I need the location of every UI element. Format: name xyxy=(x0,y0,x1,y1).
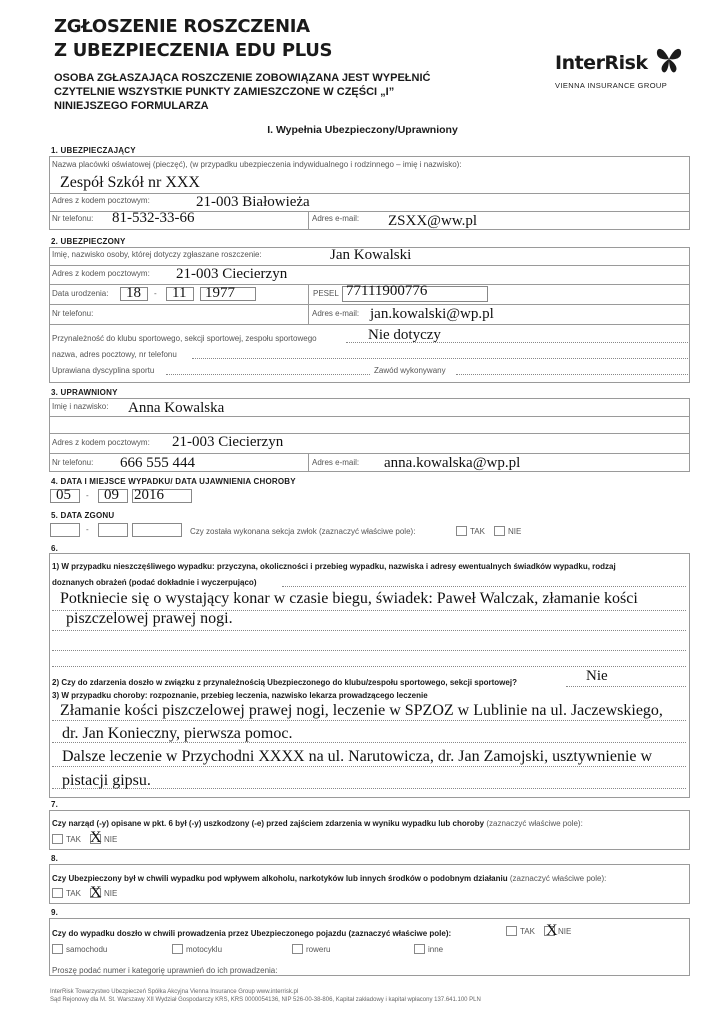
s9-other-label: inne xyxy=(428,945,444,954)
s5-year-box[interactable] xyxy=(132,523,182,537)
s9-other-checkbox[interactable] xyxy=(414,944,425,954)
s2-phone-label: Nr telefonu: xyxy=(52,309,94,318)
section-9-title: 9. xyxy=(51,908,59,917)
date-separator: - xyxy=(86,491,89,500)
instruction-line-2: CZYTELNIE WSZYSTKIE PUNKTY ZAMIESZCZONE W CZĘŚCI „I” xyxy=(54,86,395,98)
section-2-title: 2. UBEZPIECZONY xyxy=(51,237,126,246)
s9-no-label: NIE xyxy=(558,927,572,936)
s9-no-mark: X xyxy=(546,922,558,939)
section-8-title: 8. xyxy=(51,854,59,863)
s8-no-label: NIE xyxy=(104,889,118,898)
s3-name-label: Imię i nazwisko: xyxy=(52,402,109,411)
footer-line-1: InterRisk Towarzystwo Ubezpieczeń Spółka Akcyjna Vienna Insurance Group www.interrisk.pl xyxy=(50,989,299,995)
section-4-title: 4. DATA I MIEJSCE WYPADKU/ DATA UJAWNIENIA CHOROBY xyxy=(51,477,296,486)
s1-phone-label: Nr telefonu: xyxy=(52,214,94,223)
s6-q3: 3) W przypadku choroby: rozpoznanie, przebieg leczenia, nazwisko lekarza prowadzącego leczenie xyxy=(52,691,428,700)
date-separator-5: - xyxy=(86,525,89,534)
s6-a1-line-2[interactable]: piszczelowej prawej nogi. xyxy=(66,610,233,627)
section-7-title: 7. xyxy=(51,800,59,809)
s1-addr-label: Adres z kodem pocztowym: xyxy=(52,196,150,205)
part-title: I. Wypełnia Ubezpieczony/Uprawniony xyxy=(267,124,458,136)
section-7-box xyxy=(49,810,690,850)
s9-car-label: samochodu xyxy=(66,945,108,954)
s4-year: 2016 xyxy=(134,487,164,503)
s1-name-value[interactable]: Zespół Szkół nr XXX xyxy=(60,174,200,191)
s2-addr-value[interactable]: 21-003 Ciecierzyn xyxy=(176,266,288,282)
s6-q1-line-1: 1) W przypadku nieszczęśliwego wypadku: przyczyna, okoliczności i przebieg wypadku, nazwiska i adresy ewentualnych świadków wypadku, rodzaj xyxy=(52,562,616,571)
interrisk-logo xyxy=(555,44,685,94)
s2-dob-label: Data urodzenia: xyxy=(52,289,109,298)
answer-line xyxy=(52,630,686,631)
s9-license-label: Proszę podać numer i kategorię uprawnień do ich prowadzenia: xyxy=(52,966,278,975)
answer-line xyxy=(52,666,686,667)
s7-question xyxy=(52,819,583,828)
s6-a3-line-1[interactable]: Złamanie kości piszczelowej prawej nogi, leczenie w SPZOZ w Lublinie na ul. Jaczewskiego, xyxy=(60,702,663,719)
s1-addr-value[interactable]: 21-003 Białowieża xyxy=(196,194,310,210)
s6-a3-line-4[interactable]: pistacji gipsu. xyxy=(62,772,151,789)
s6-a2[interactable]: Nie xyxy=(586,668,608,684)
s6-q2: 2) Czy do zdarzenia doszło w związku z przynależnością Ubezpieczonego do klubu/zespołu sportowego, sekcji sportowej? xyxy=(52,678,517,687)
s8-yes-label: TAK xyxy=(66,889,81,898)
sport-line xyxy=(166,374,370,375)
s9-yes-label: TAK xyxy=(520,927,535,936)
form-title-line-2: Z UBEZPIECZENIA EDU PLUS xyxy=(54,40,333,61)
section-8-box xyxy=(49,864,690,904)
s7-yes-label: TAK xyxy=(66,835,81,844)
s9-bike-checkbox[interactable] xyxy=(292,944,303,954)
s8-question-text: Czy Ubezpieczony był w chwili wypadku pod wpływem alkoholu, narkotyków lub innych środków o podobnym działaniu xyxy=(52,874,508,883)
s1-phone-value[interactable]: 81-532-33-66 xyxy=(112,210,195,226)
s2-dob-year: 1977 xyxy=(205,285,235,301)
s2-name-label: Imię, nazwisko osoby, której dotyczy zgłaszane roszczenie: xyxy=(52,250,262,259)
job-line xyxy=(456,374,688,375)
s8-yes-checkbox[interactable] xyxy=(52,888,63,898)
s2-dob-month: 11 xyxy=(172,285,187,301)
dob-separator: - xyxy=(154,289,157,298)
s2-dob-day: 18 xyxy=(126,285,141,301)
footer-line-2: Sąd Rejonowy dla M. St. Warszawy XII Wydział Gospodarczy KRS, KRS 0000054136, NIP 526-00-38-806, Kapitał zakładowy i kapitał wpłacony 137.641.100 PLN xyxy=(50,997,481,1003)
s2-pesel-value: 77111900776 xyxy=(346,283,428,299)
s6-a1-line-1[interactable]: Potkniecie się o wystający konar w czasie biegu, świadek: Paweł Walczak, złamanie kości xyxy=(60,590,638,607)
s9-motorcycle-checkbox[interactable] xyxy=(172,944,183,954)
logo-name: InterRisk xyxy=(555,52,648,74)
logo-subtitle: VIENNA INSURANCE GROUP xyxy=(555,81,668,90)
instruction-line-3: NINIEJSZEGO FORMULARZA xyxy=(54,100,209,112)
section-1-title: 1. UBEZPIECZAJĄCY xyxy=(51,146,136,155)
s3-email-label: Adres e-mail: xyxy=(312,458,360,467)
s5-yes-checkbox[interactable] xyxy=(456,526,467,536)
s2-email-value[interactable]: jan.kowalski@wp.pl xyxy=(370,306,494,322)
s3-name-value[interactable]: Anna Kowalska xyxy=(128,400,225,416)
s2-name-value[interactable]: Jan Kowalski xyxy=(330,247,412,263)
s2-club-addr-label: nazwa, adres pocztowy, nr telefonu xyxy=(52,350,177,359)
s9-question: Czy do wypadku doszło w chwili prowadzenia przez Ubezpieczonego pojazdu (zaznaczyć właściwe pole): xyxy=(52,929,452,938)
section-5-title: 5. DATA ZGONU xyxy=(51,511,115,520)
s8-question xyxy=(52,874,606,883)
answer-line xyxy=(52,766,686,767)
s3-addr-label: Adres z kodem pocztowym: xyxy=(52,438,150,447)
q2-line xyxy=(566,686,686,687)
s9-car-checkbox[interactable] xyxy=(52,944,63,954)
s9-yes-checkbox[interactable] xyxy=(506,926,517,936)
s2-sport-label: Uprawiana dyscyplina sportu xyxy=(52,366,155,375)
answer-line xyxy=(52,720,686,721)
s5-no-checkbox[interactable] xyxy=(494,526,505,536)
s3-email-value[interactable]: anna.kowalska@wp.pl xyxy=(384,455,521,471)
s3-addr-value[interactable]: 21-003 Ciecierzyn xyxy=(172,434,284,450)
instruction-line-1: OSOBA ZGŁASZAJĄCA ROSZCZENIE ZOBOWIĄZANA JEST WYPEŁNIĆ xyxy=(54,72,431,84)
butterfly-icon xyxy=(655,44,683,74)
s1-email-label: Adres e-mail: xyxy=(312,214,360,223)
s5-day-box[interactable] xyxy=(50,523,80,537)
s8-no-mark: X xyxy=(90,884,102,901)
s8-question-note: (zaznaczyć właściwe pole): xyxy=(509,874,607,883)
section-3-title: 3. UPRAWNIONY xyxy=(51,388,118,397)
s2-addr-label: Adres z kodem pocztowym: xyxy=(52,269,150,278)
section-6-title: 6. xyxy=(51,544,59,553)
s7-yes-checkbox[interactable] xyxy=(52,834,63,844)
s4-month: 09 xyxy=(104,487,119,503)
s2-job-label: Zawód wykonywany xyxy=(374,366,446,375)
s2-club-value[interactable]: Nie dotyczy xyxy=(368,327,441,343)
s7-no-label: NIE xyxy=(104,835,118,844)
s5-yes-label: TAK xyxy=(470,527,485,536)
s4-day: 05 xyxy=(56,487,71,503)
s3-phone-label: Nr telefonu: xyxy=(52,458,94,467)
s5-no-label: NIE xyxy=(508,527,522,536)
s6-a3-line-2[interactable]: dr. Jan Konieczny, pierwsza pomoc. xyxy=(62,725,293,742)
s5-month-box[interactable] xyxy=(98,523,128,537)
s1-name-label: Nazwa placówki oświatowej (pieczęć), (w przypadku ubezpieczenia indywidualnego i rodzinnego – imię i nazwisko): xyxy=(52,160,462,169)
s2-club-label: Przynależność do klubu sportowego, sekcji sportowej, zespołu sportowego xyxy=(52,334,317,343)
s9-motorcycle-label: motocyklu xyxy=(186,945,223,954)
form-title-line-1: ZGŁOSZENIE ROSZCZENIA xyxy=(54,16,310,37)
s7-question-note: (zaznaczyć właściwe pole): xyxy=(486,819,583,828)
s1-email-value[interactable]: ZSXX@ww.pl xyxy=(388,213,478,229)
s7-question-text: Czy narząd (-y) opisane w pkt. 6 był (-y) uszkodzony (-e) przed zajściem zdarzenia w wyniku wypadku lub choroby xyxy=(52,819,485,828)
q1-line xyxy=(282,586,686,587)
s9-bike-label: roweru xyxy=(306,945,331,954)
s5-question: Czy została wykonana sekcja zwłok (zaznaczyć właściwe pole): xyxy=(190,527,416,536)
answer-line xyxy=(52,650,686,651)
s7-no-mark: X xyxy=(90,829,102,846)
s2-pesel-label: PESEL xyxy=(313,289,339,298)
s6-a3-line-3[interactable]: Dalsze leczenie w Przychodni XXXX na ul. Narutowicza, dr. Jan Zamojski, usztywnienie w xyxy=(62,748,653,765)
s6-q1-line-2: doznanych obrażeń (podać dokładnie i wyczerpująco) xyxy=(52,578,257,587)
s3-phone-value[interactable]: 666 555 444 xyxy=(120,455,195,471)
s2-email-label: Adres e-mail: xyxy=(312,309,360,318)
club-addr-line xyxy=(192,358,688,359)
